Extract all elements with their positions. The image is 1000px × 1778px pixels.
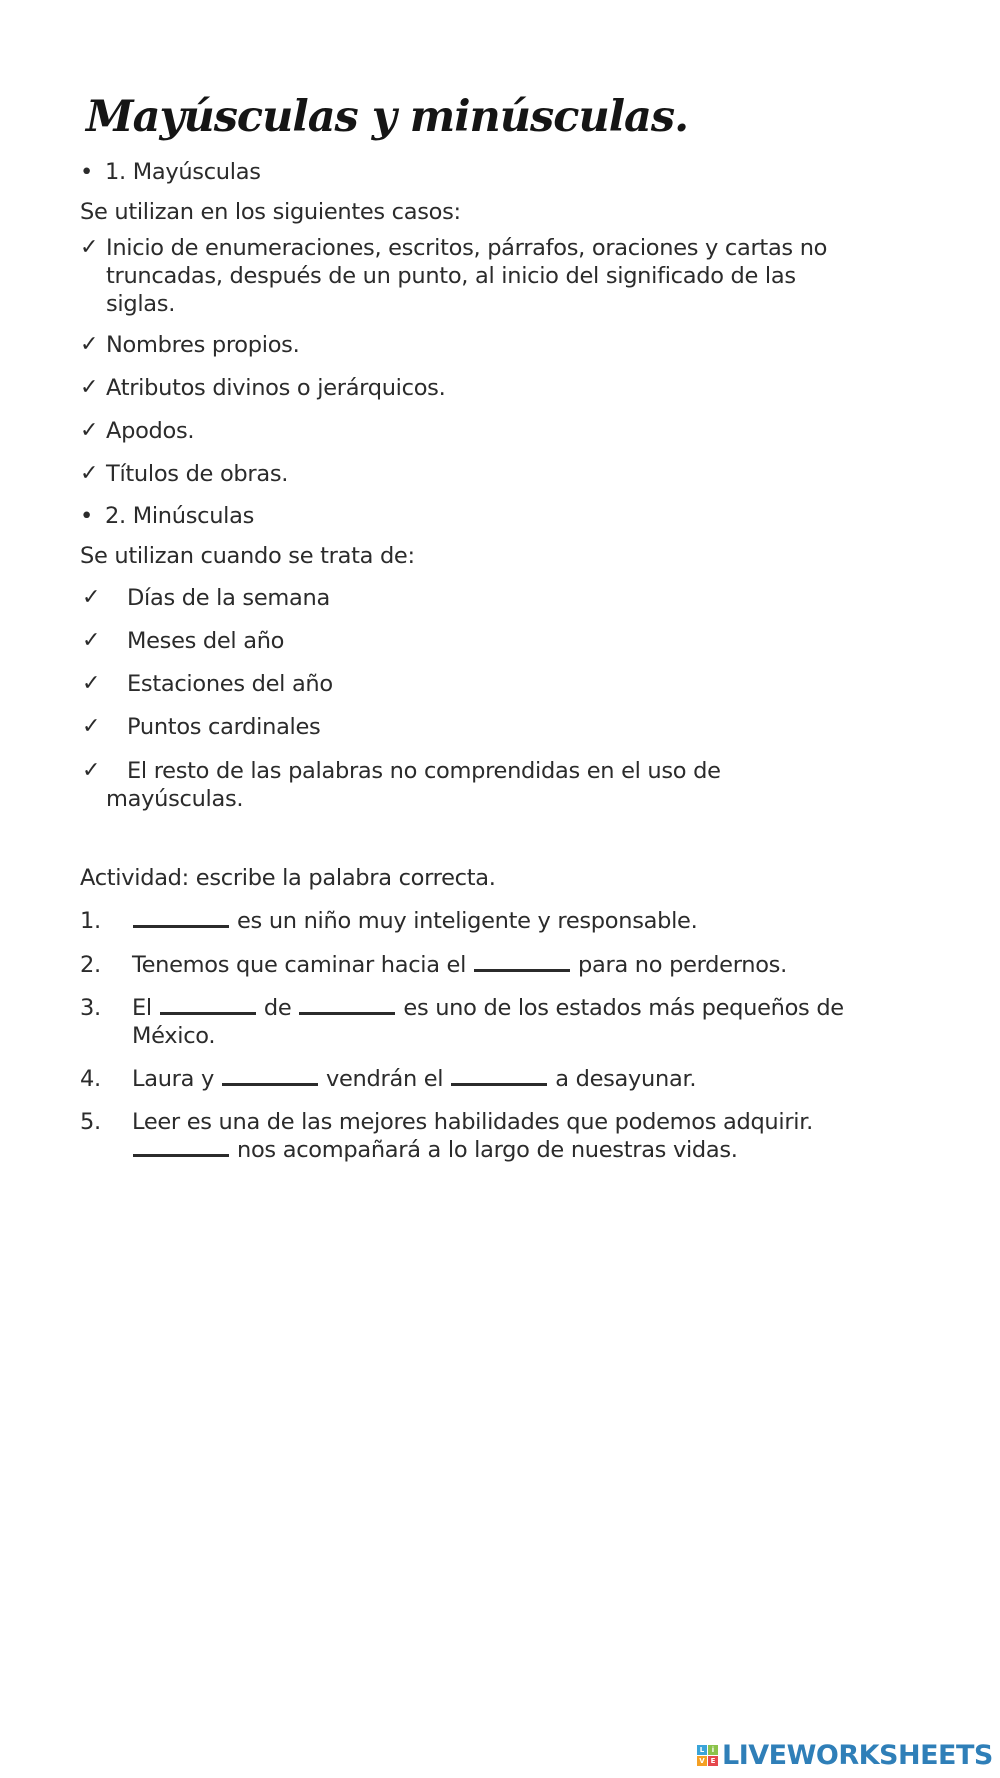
answer-blank[interactable] xyxy=(299,997,395,1015)
exercise-number: 2. xyxy=(80,952,101,978)
section2-bullet: • xyxy=(80,503,93,529)
check-icon: ✓ xyxy=(82,671,101,696)
exercise-text: a desayunar. xyxy=(555,1066,697,1092)
exercise-text: vendrán el xyxy=(326,1066,444,1092)
list-item-continued: truncadas, después de un punto, al inicio del significado de las xyxy=(106,263,796,289)
logo-letter: L xyxy=(697,1745,707,1755)
exercise-text: para no perdernos. xyxy=(578,952,787,978)
check-icon: ✓ xyxy=(82,714,101,739)
check-icon: ✓ xyxy=(82,628,101,653)
exercise-text: es un niño muy inteligente y responsable. xyxy=(237,908,698,934)
answer-blank[interactable] xyxy=(474,954,570,972)
exercise-1 xyxy=(125,907,697,935)
exercise-text: Laura y xyxy=(132,1066,214,1092)
exercise-text: Tenemos que caminar hacia el xyxy=(132,952,467,978)
logo-letter: i xyxy=(708,1745,718,1755)
exercise-text: nos acompañará a lo largo de nuestras vidas. xyxy=(237,1137,738,1163)
check-icon: ✓ xyxy=(82,585,101,610)
section2-intro: Se utilizan cuando se trata de: xyxy=(80,543,415,569)
check-icon: ✓ xyxy=(80,332,99,357)
section2-heading: 2. Minúsculas xyxy=(105,503,255,529)
exercise-3 xyxy=(132,994,844,1022)
page-title: Mayúsculas y minúsculas. xyxy=(86,92,689,142)
activity-heading: Actividad: escribe la palabra correcta. xyxy=(80,865,496,891)
answer-blank[interactable] xyxy=(133,1139,229,1157)
check-icon: ✓ xyxy=(82,758,101,783)
exercise-text: es uno de los estados más pequeños de xyxy=(403,995,844,1021)
logo-text: LIVEWORKSHEETS xyxy=(722,1739,993,1771)
list-item: Días de la semana xyxy=(127,585,330,611)
exercise-2 xyxy=(132,951,787,979)
exercise-number: 4. xyxy=(80,1066,101,1092)
check-icon: ✓ xyxy=(80,375,99,400)
list-item: Inicio de enumeraciones, escritos, párrafos, oraciones y cartas no xyxy=(106,235,828,261)
list-item: El resto de las palabras no comprendidas en el uso de xyxy=(127,758,721,784)
list-item: Puntos cardinales xyxy=(127,714,321,740)
check-icon: ✓ xyxy=(80,418,99,443)
exercise-text: El xyxy=(132,995,152,1021)
section1-bullet: • xyxy=(80,159,93,185)
exercise-5-continued xyxy=(125,1136,738,1164)
exercise-text: de xyxy=(263,995,292,1021)
answer-blank[interactable] xyxy=(451,1068,547,1086)
exercise-text-continued: México. xyxy=(132,1023,216,1049)
list-item: Atributos divinos o jerárquicos. xyxy=(106,375,446,401)
answer-blank[interactable] xyxy=(133,910,229,928)
logo-icon xyxy=(697,1745,718,1766)
section1-intro: Se utilizan en los siguientes casos: xyxy=(80,199,461,225)
answer-blank[interactable] xyxy=(222,1068,318,1086)
exercise-4 xyxy=(132,1065,696,1093)
exercise-5: Leer es una de las mejores habilidades que podemos adquirir. xyxy=(132,1109,813,1135)
list-item-continued: siglas. xyxy=(106,291,176,317)
section1-heading: 1. Mayúsculas xyxy=(105,159,261,185)
check-icon: ✓ xyxy=(80,461,99,486)
answer-blank[interactable] xyxy=(160,997,256,1015)
logo-letter: E xyxy=(708,1756,718,1766)
exercise-number: 1. xyxy=(80,908,101,934)
list-item: Meses del año xyxy=(127,628,285,654)
check-icon: ✓ xyxy=(80,235,99,260)
list-item: Apodos. xyxy=(106,418,195,444)
exercise-number: 5. xyxy=(80,1109,101,1135)
list-item: Títulos de obras. xyxy=(106,461,289,487)
list-item: Estaciones del año xyxy=(127,671,333,697)
exercise-number: 3. xyxy=(80,995,101,1021)
liveworksheets-logo[interactable] xyxy=(697,1740,993,1770)
list-item-continued: mayúsculas. xyxy=(106,786,244,812)
list-item: Nombres propios. xyxy=(106,332,300,358)
logo-letter: V xyxy=(697,1756,707,1766)
